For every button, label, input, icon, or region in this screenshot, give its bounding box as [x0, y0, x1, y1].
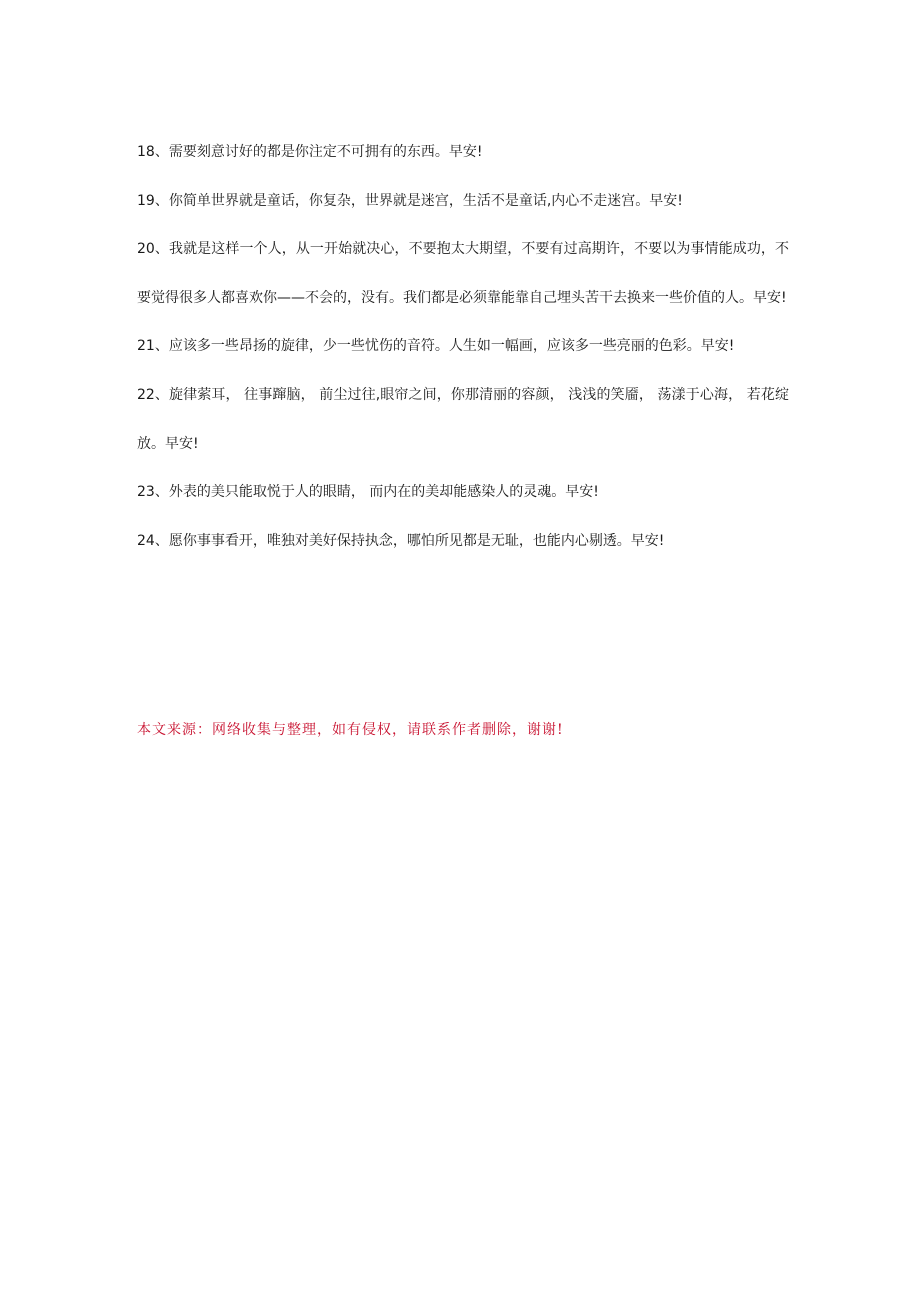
- source-note: 本文来源：网络收集与整理，如有侵权，请联系作者删除，谢谢!: [137, 722, 564, 738]
- quote-item-18: 18、需要刻意讨好的都是你注定不可拥有的东西。早安!: [137, 144, 483, 160]
- quote-item-24: 24、愿你事事看开，唯独对美好保持执念，哪怕所见都是无耻，也能内心剔透。早安!: [137, 532, 665, 549]
- quote-item-22: 22、旋律萦耳， 往事蹿脑， 前尘过往,眼帘之间，你那清丽的容颜， 浅浅的笑靥， 荡漾于心海， 若花绽放。早安!: [137, 386, 789, 452]
- quote-item-19: 19、你简单世界就是童话，你复杂，世界就是迷宫，生活不是童话,内心不走迷宫。早安!: [137, 192, 683, 209]
- quote-item-23: 23、外表的美只能取悦于人的眼睛， 而内在的美却能感染人的灵魂。早安!: [137, 484, 599, 501]
- quote-item-21: 21、应该多一些昂扬的旋律，少一些忧伤的音符。人生如一幅画，应该多一些亮丽的色彩。早安!: [137, 338, 735, 355]
- quote-list: [137, 128, 789, 565]
- quote-item-20: 20、我就是这样一个人，从一开始就决心，不要抱太大期望，不要有过高期许，不要以为事情能成功，不要觉得很多人都喜欢你——不会的，没有。我们都是必须靠能靠自己埋头苦干去换来一些价值的人。早安!: [137, 241, 789, 306]
